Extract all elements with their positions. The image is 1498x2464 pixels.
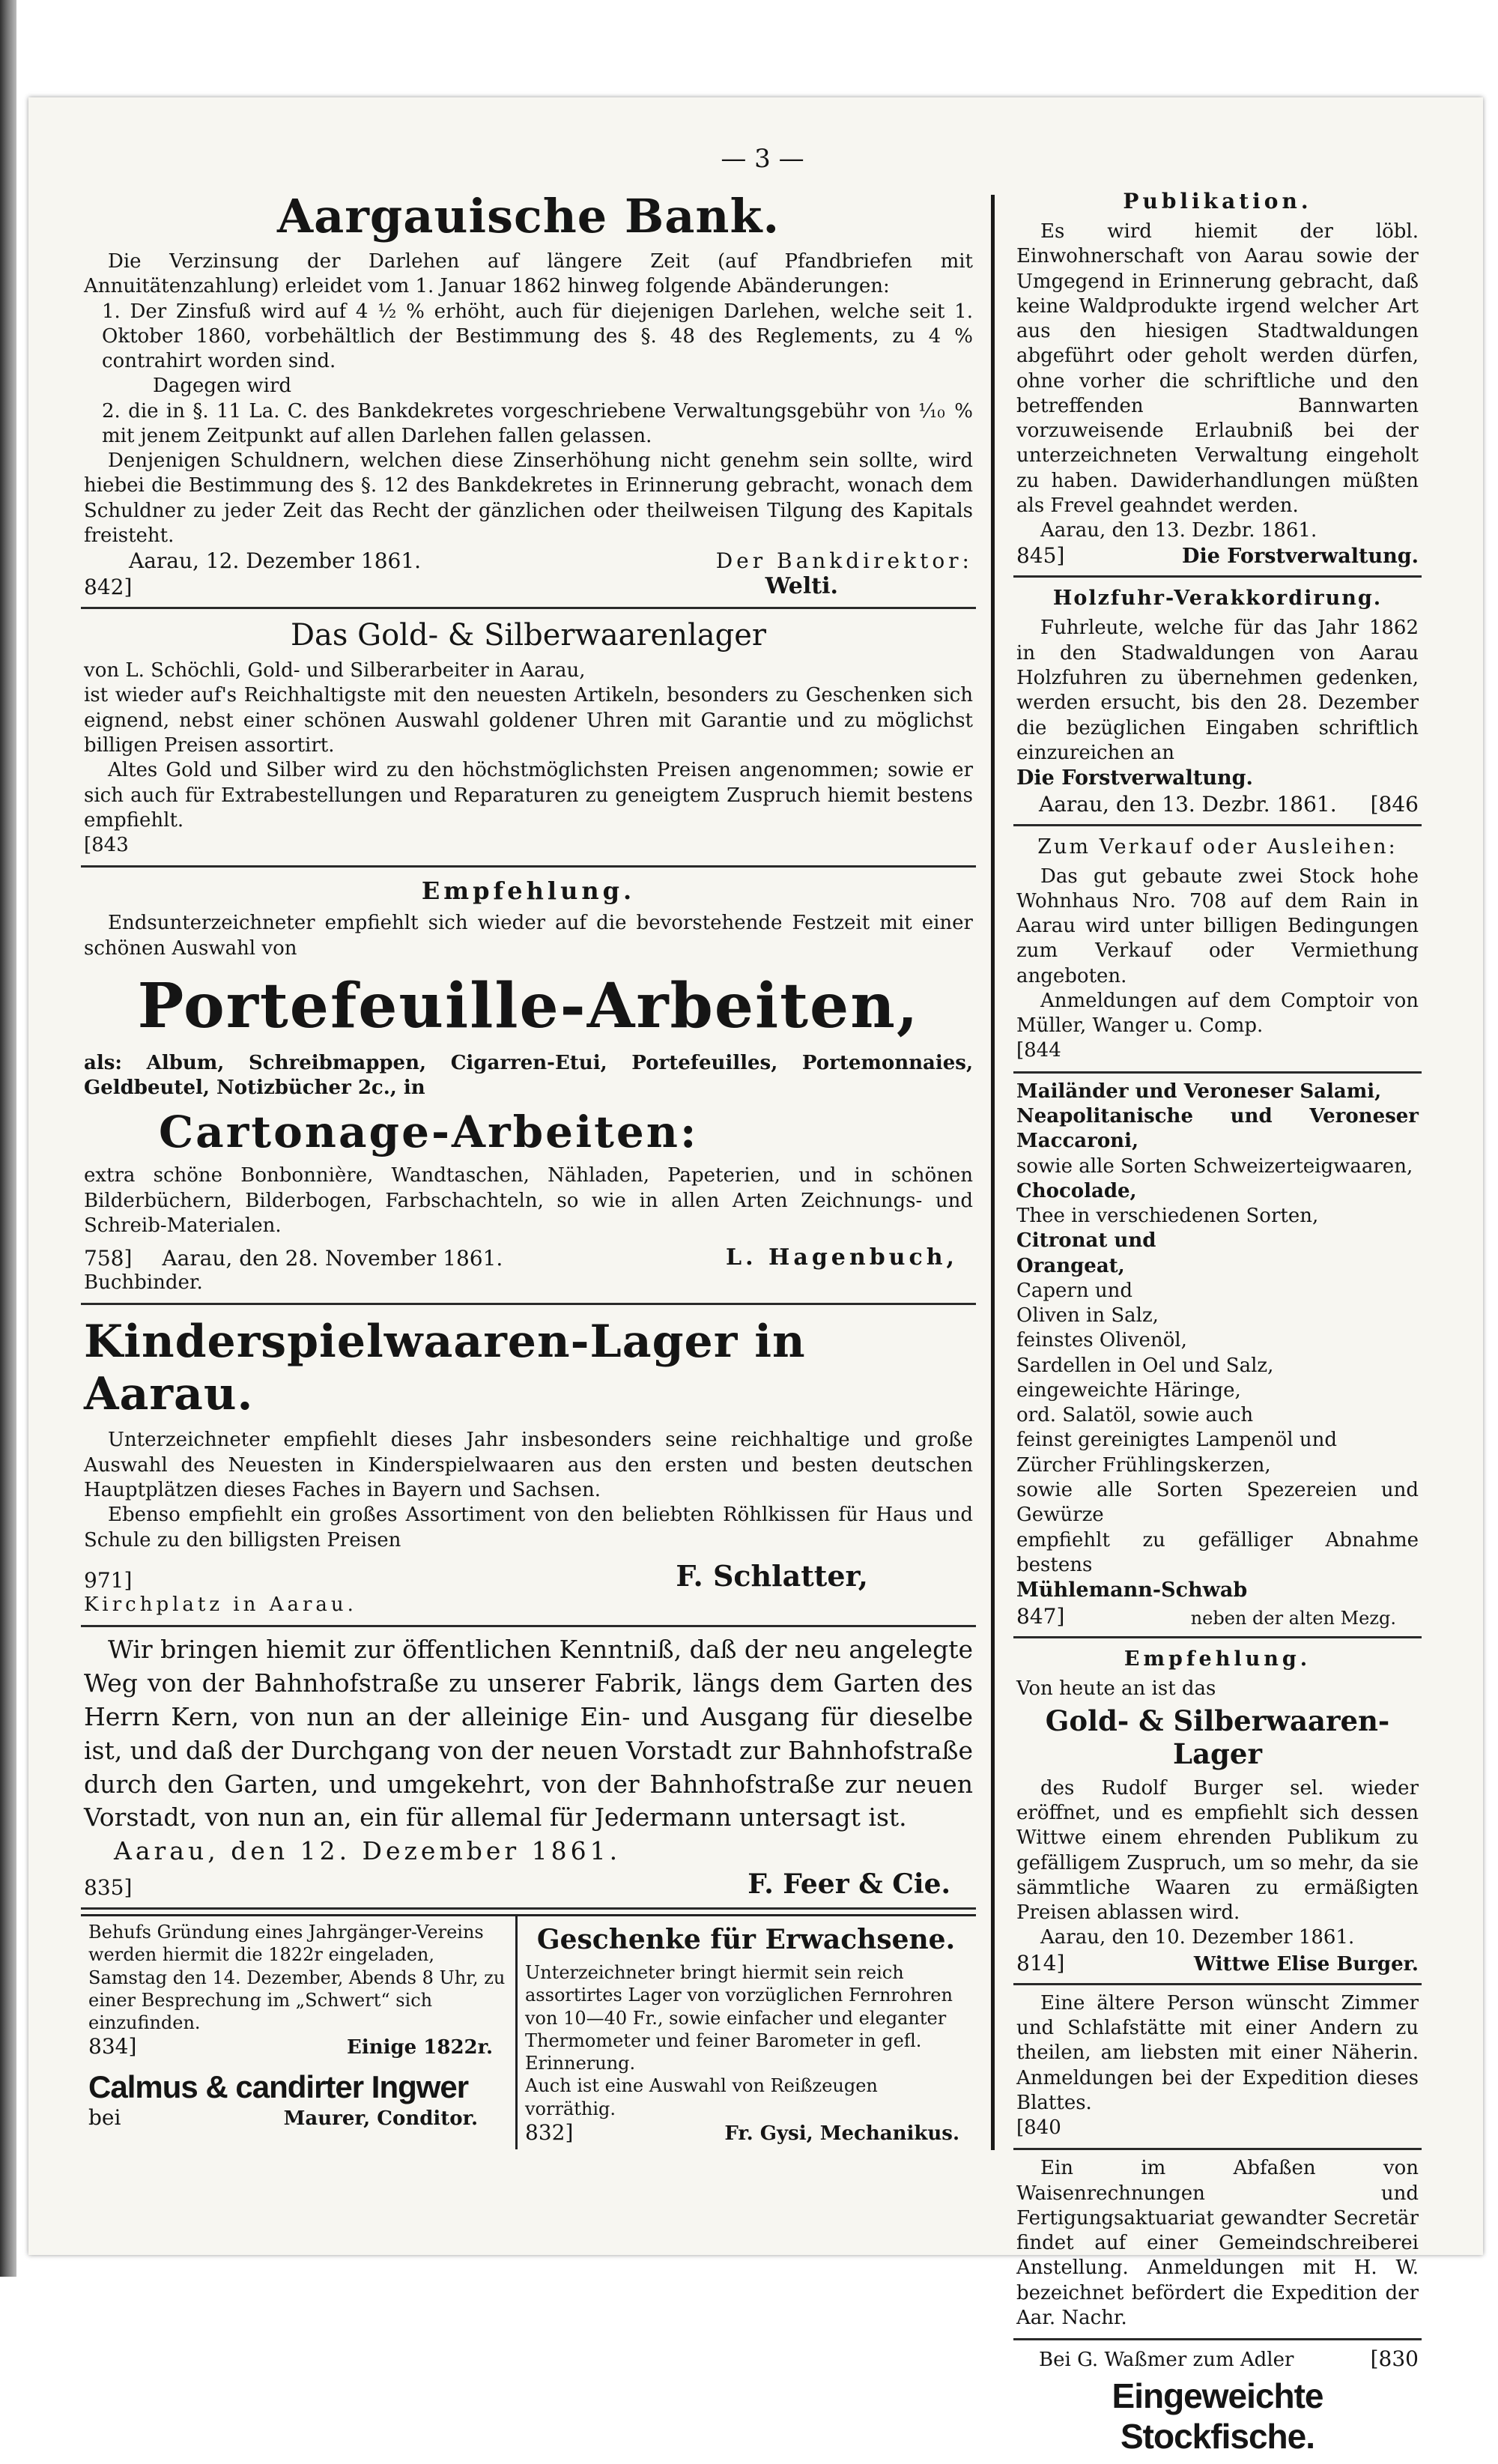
list-item: feinst gereinigtes Lampenöl und (1016, 1429, 1337, 1452)
ad-number: 835] (84, 1875, 133, 1901)
list-item: Thee in verschiedenen Sorten, (1016, 1205, 1319, 1228)
ad-number: [843 (84, 834, 129, 857)
list-item: Zürcher Frühlingskerzen, (1016, 1453, 1271, 1477)
list-item: Mailänder und Veroneser Salami, (1016, 1080, 1382, 1103)
ad-text: als: Album, Schreibmappen, Cigarren-Etui, Portefeuilles, Portemonnaies, Geldbeutel, Notizbücher 2c., in (84, 1051, 973, 1100)
ad-footer (84, 548, 973, 573)
ad-number: 832] (525, 2119, 574, 2145)
list-item: Neapolitanische und Veroneser Maccaroni, (1016, 1104, 1419, 1153)
ad-text: Fuhrleute, welche für das Jahr 1862 in den Stadwaldungen von Aarau Holzfuhren zu übernehmen gedenken, werden ersucht, bis den 28. Dezember die bezüglichen Eingaben schriftlich einzureichen an (1016, 617, 1419, 764)
list-item: eingeweichte Häringe, (1016, 1378, 1241, 1402)
ad-verkauf (1013, 826, 1422, 1074)
ad-holzfuhr (1013, 578, 1422, 826)
ad-title: Geschenke für Erwachsene. (536, 1924, 956, 1956)
list-item: sowie alle Sorten Schweizerteigwaaren, (1016, 1154, 1413, 1178)
ad-headline: Portefeuille-Arbeiten, (137, 969, 920, 1042)
ad-headline: Calmus & candirter Ingwer (88, 2069, 469, 2105)
ad-title: Zum Verkauf oder Ausleihen: (1037, 835, 1398, 859)
ad-text: 1. Der Zinsfuß wird auf 4 ½ % erhöht, auch für diejenigen Darlehen, welche seit 1. Oktober 1860, vorbehältlich der Bestimmung des §. 48 des Reglements, zu 4 % contrahirt worden sind. (102, 300, 973, 373)
ad-footer (88, 2105, 508, 2130)
signer: Wittwe Elise Burger. (1193, 1952, 1419, 1976)
place-date: Aarau, den 12. Dezember 1861. (114, 1836, 622, 1866)
ad-secretaer (1013, 2150, 1422, 2340)
ad-footer (88, 2034, 508, 2059)
signer: Mühlemann-Schwab (1016, 1578, 1248, 1602)
signer-role: Kirchplatz in Aarau. (84, 1593, 357, 1616)
ad-text: Ebenso empfiehlt ein großes Assortiment von den beliebten Röhlkissen für Haus und Schule zu den billigsten Preisen (84, 1504, 973, 1552)
signer: Fr. Gysi, Mechanikus. (724, 2122, 959, 2145)
signer: Die Forstverwaltung. (1182, 545, 1419, 569)
ad-number: [830 (1370, 2346, 1419, 2372)
ad-text: Die Verzinsung der Darlehen auf längere Zeit (auf Pfandbriefen mit Annuitätenzahlung) erleidet vom 1. Januar 1862 hinweg folgende Abänderungen: (84, 250, 973, 298)
ad-number: [844 (1016, 1039, 1061, 1062)
ad-headline: Eingeweichte Stockfische. (1112, 2376, 1323, 2457)
ad-stockfische (1013, 2340, 1422, 2464)
ad-footer (1016, 1604, 1419, 1629)
ad-text: Altes Gold und Silber wird zu den höchstmöglichsten Preisen angenommen; sowie er sich auch für Extrabestellungen und Reparaturen zu geneigtem Zuspruch hiemit bestens empfiehlt. (84, 759, 973, 832)
list-item: Orangeat, (1016, 1254, 1125, 1277)
ad-aargauische-bank (81, 180, 976, 609)
ad-title: Das Gold- & Silberwaarenlager (290, 618, 767, 653)
ad-feer (81, 1627, 976, 1910)
ad-title: Kinderspielwaaren-Lager in Aarau. (84, 1316, 806, 1421)
ad-number: 971] (84, 1567, 133, 1593)
signer: Die Forstverwaltung. (1016, 766, 1253, 790)
ad-footer (84, 1244, 973, 1271)
place-date: Aarau, den 10. Dezember 1861. (1040, 1926, 1355, 1949)
bottom-ads (81, 1914, 976, 2149)
ad-number: [840 (1016, 2116, 1061, 2140)
ad-text: Anmeldungen auf dem Comptoir von Müller, Wanger u. Comp. (1016, 989, 1419, 1038)
signer: F. Feer & Cie. (748, 1868, 950, 1901)
list-item: empfiehlt zu gefälliger Abnahme bestens (1016, 1528, 1419, 1576)
ad-number: [846 (1370, 791, 1419, 817)
list-item: Citronat und (1016, 1229, 1156, 1253)
list-item: Capern und (1016, 1279, 1132, 1302)
signer: F. Schlatter, (676, 1558, 868, 1593)
place-date: Aarau, den 13. Dezbr. 1861. (1039, 791, 1337, 817)
ad-number: 758] (84, 1246, 133, 1271)
list-item: ord. Salatöl, sowie auch (1016, 1404, 1254, 1427)
ad-text: Ein im Abfaßen von Waisenrechnungen und Fertigungsaktuariat gewandter Secretär findet auf einer Gemeindschreiberei Anstellung. Anmeldungen mit H. W. bezeichnet befördert die Expedition der Aar. Nachr. (1016, 2157, 1419, 2329)
ad-jahrgaenger-calmus (81, 1916, 518, 2149)
ad-title: Aargauische Bank. (276, 189, 780, 243)
signer: Maurer, Conditor. (283, 2107, 478, 2131)
ad-text: Unterzeichneter empfiehlt dieses Jahr insbesonders seine reichhaltige und große Auswahl des Neuesten in Kinderspielwaaren aus den ersten und besten deutschen Hauptplätzen dieses Faches in Bayern und Sachsen. (84, 1429, 973, 1501)
ad-text: ist wieder auf's Reichhaltigste mit den neuesten Artikeln, besonders zu Geschenken sich eignend, nebst einer schönen Auswahl goldener Uhren mit Garantie und zu möglichst billigen Preisen assortirt. (84, 684, 973, 757)
ad-burger (1013, 1638, 1422, 1985)
ad-footer (525, 2120, 967, 2145)
list-item: feinstes Olivenöl, (1016, 1329, 1187, 1352)
page-number: — 3 — (721, 144, 804, 174)
list-item: Sardellen in Oel und Salz, (1016, 1354, 1274, 1377)
ad-title: Empfehlung. (1124, 1647, 1311, 1671)
ad-gysi (518, 1916, 974, 2149)
ad-footer (84, 573, 973, 599)
ad-text: Dagegen wird (153, 375, 292, 398)
place-date: Aarau, den 28. November 1861. (162, 1246, 503, 1271)
right-column (1013, 180, 1422, 2457)
ad-number: 834] (88, 2034, 137, 2059)
ad-zimmer (1013, 1985, 1422, 2151)
ad-text: bei (88, 2105, 121, 2131)
ad-text: Denjenigen Schuldnern, welchen diese Zinserhöhung nicht genehm sein sollte, wird hiebei die Bestimmung des §. 12 des Bankdekretes in Erinnerung gebracht, wonach dem Schuldner zu jeder Zeit das Recht der gänzlichen oder theilweisen Tilgung des Kapitals freisteht. (84, 449, 973, 547)
ad-text: Endsunterzeichneter empfiehlt sich wieder auf die bevorstehende Festzeit mit einer schönen Auswahl von (84, 912, 973, 960)
ad-footer (84, 1559, 973, 1593)
list-item: Chocolade, (1016, 1179, 1137, 1202)
ad-subtitle: von L. Schöchli, Gold- und Silberarbeiter in Aarau, (84, 659, 586, 682)
ad-title: Holzfuhr-Verakkordirung. (1052, 587, 1383, 611)
ad-headline: Gold- & Silberwaaren-Lager (1045, 1704, 1390, 1770)
list-item: sowie alle Sorten Spezereien und Gewürze (1016, 1478, 1419, 1527)
ad-text: Das gut gebaute zwei Stock hohe Wohnhaus Nro. 708 auf dem Rain in Aarau wird unter billigen Bedingungen zum Verkauf oder Vermiethung angeboten. (1016, 865, 1419, 987)
ad-text: Eine ältere Person wünscht Zimmer und Schlafstätte mit einer Andern zu theilen, am liebsten mit einer Näherin. Anmeldungen bei der Expedition dieses Blattes. (1016, 1991, 1419, 2114)
ad-text: 2. die in §. 11 La. C. des Bankdekretes vorgeschriebene Verwaltungsgebühr von ⅒ % mit jenem Zeitpunkt auf allen Darlehen fallen gelassen. (102, 399, 973, 447)
signer: L. Hagenbuch, (726, 1244, 958, 1271)
ad-text: Behufs Gründung eines Jahrgänger-Vereins werden hiermit die 1822r eingeladen, Samstag den 14. Dezember, Abends 8 Uhr, zu einer Besprechung im „Schwert“ sich einzufinden. (88, 1922, 506, 2034)
ad-text: Bei G. Waßmer zum Adler (1039, 2349, 1294, 2372)
ad-footer (1016, 2346, 1419, 2371)
signer-role: neben der alten Mezg. (1190, 1607, 1396, 1629)
ad-text: des Rudolf Burger sel. wieder eröffnet, und es empfiehlt sich dessen Wittwe einem ehrenden Publikum zu gefälligem Zuspruch, um so mehr, da sie sämmtliche Waaren zu ermäßigten Preisen ablassen wird. (1016, 1776, 1419, 1925)
ad-footer (1016, 543, 1419, 568)
ad-text: extra schöne Bonbonnière, Wandtaschen, Nähladen, Papeterien, und in schönen Bilderbüchern, Bilderbogen, Farbschachteln, so wie in allen Arten Zeichnungs- und Schreib-Materialen. (84, 1164, 973, 1237)
signer-role: Buchbinder. (84, 1271, 203, 1295)
ad-title: Empfehlung. (421, 877, 636, 906)
ad-footer (84, 1868, 973, 1900)
ad-number: 845] (1016, 543, 1065, 569)
ad-number: 814] (1016, 1950, 1065, 1976)
signer: Welti. (765, 573, 838, 600)
ad-text: Auch ist eine Auswahl von Reißzeugen vorräthig. (525, 2075, 878, 2119)
signer-role: Der Bankdirektor: (715, 548, 973, 574)
ad-number: 847] (1016, 1603, 1065, 1629)
column-divider (991, 195, 995, 2150)
book-binding-edge (0, 0, 16, 2277)
signer: Einige 1822r. (347, 2036, 493, 2059)
ad-number: 842] (84, 575, 133, 600)
ad-hagenbuch (81, 868, 976, 1305)
place-date: Aarau, 12. Dezember 1861. (129, 548, 422, 574)
ad-title: Publikation. (1123, 189, 1312, 214)
ad-text: Wir bringen hiemit zur öffentlichen Kenntniß, daß der neu angelegte Weg von der Bahnhofstraße zu unserer Fabrik, längs dem Garten des Herrn Kern, von nun an der alleinige Ein- und Ausgang für dieselbe ist, und daß der Durchgang von der neuen Vorstadt zur Bahnhofstraße durch den Garten, und umgekehrt, von der Bahnhofstraße zur neuen Vorstadt, von nun an, ein für allemal für Jedermann untersagt ist. (84, 1635, 973, 1832)
place-date: Aarau, den 13. Dezbr. 1861. (1040, 519, 1317, 542)
left-column (81, 180, 976, 2210)
ad-text: Von heute an ist das (1016, 1677, 1216, 1700)
ad-gold-silberwaarenlager (81, 609, 976, 868)
list-item: Oliven in Salz, (1016, 1304, 1159, 1328)
ad-footer (1016, 792, 1419, 817)
ad-footer (1016, 1951, 1419, 1976)
ad-salami (1013, 1074, 1422, 1638)
newspaper-page (28, 97, 1483, 2457)
ad-text: Es wird hiemit der löbl. Einwohnerschaft von Aarau sowie der Umgegend in Erinnerung gebracht, daß keine Waldprodukte irgend welcher Art aus den hiesigen Stadtwaldungen abgeführt oder geholt werden dürfen, ohne vorher die schriftliche und den betreffenden Bannwarten vorzuweisende Erlaubniß bei der unterzeichneten Verwaltung eingeholt zu haben. Dawiderhandlungen müßten als Frevel geahndet werden. (1016, 220, 1419, 517)
ad-headline: Cartonage-Arbeiten: (159, 1107, 699, 1158)
ad-kinderspielwaaren (81, 1305, 976, 1627)
ad-text: Unterzeichneter bringt hiermit sein reich assortirtes Lager von vorzüglichen Fernrohren von 10—40 Fr., sowie einfacher und eleganter Thermometer und feiner Barometer in gefl. Erinnerung. (525, 1962, 953, 2074)
ad-publikation (1013, 180, 1422, 578)
